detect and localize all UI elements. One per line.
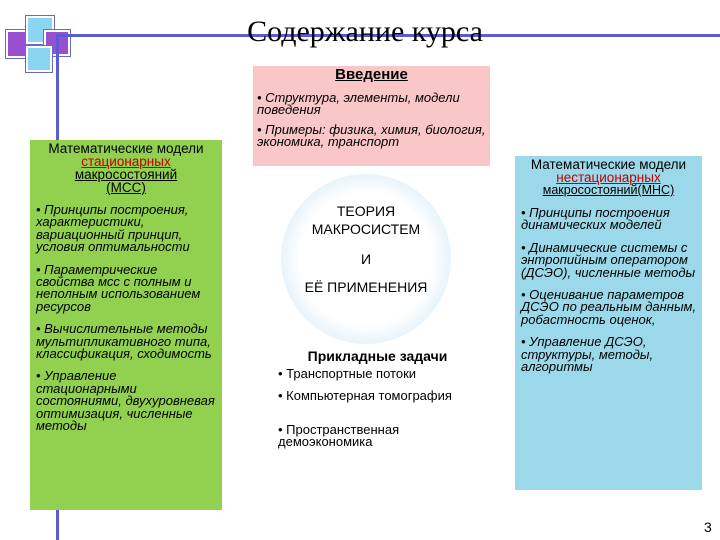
stationary-item: • Параметрические свойства мсс с полным и неполным использованием ресурсов (36, 261, 201, 314)
nonstationary-item: • Динамические системы с энтропийным оператором (ДСЭО), численные методы (521, 239, 696, 280)
circle-line: ТЕОРИЯ (336, 203, 396, 219)
intro-heading: Введение (335, 66, 408, 83)
intro-item: • Структура, элементы, модели поведения (257, 90, 460, 117)
circle-line: ЕЁ ПРИМЕНЕНИЯ (304, 279, 428, 295)
page-title: Содержание курса (247, 15, 483, 48)
nonstationary-item: • Оценивание параметров ДСЭО по реальным данным, робастность оценок, (521, 287, 697, 327)
page-number: 3 (704, 519, 712, 535)
applied-heading: Прикладные задачи (307, 348, 448, 364)
applied-item: • Транспортные потоки (278, 366, 417, 381)
circle-line: МАКРОСИСТЕМ (311, 221, 421, 237)
circle-line: И (360, 251, 372, 267)
applied-item: • Компьютерная томография (278, 388, 452, 403)
stationary-highlight: стационарных (81, 154, 171, 169)
nonstationary-item: • Управление ДСЭО, структуры, методы, алгоритмы (521, 334, 654, 375)
stationary-item: • Управление стационарными состояниями, двухуровневая оптимизация, численные методы (36, 368, 215, 434)
nonstationary-item: • Принципы построения динамических моделей (521, 205, 670, 233)
nonstationary-panel-heading: Математические модели нестационарных макросостояний(МНС) (530, 157, 687, 197)
intro-item: • Примеры: физика, химия, биология, экономика, транспорт (257, 122, 486, 149)
nonstationary-models-panel (515, 156, 702, 490)
nonstationary-highlight: нестационарных (556, 170, 661, 185)
theory-circle (281, 174, 451, 344)
stationary-models-panel (30, 140, 222, 510)
stationary-item: • Принципы построения, характеристики, вариационный принцип, условия оптимальности (36, 202, 190, 255)
stationary-item: • Вычислительные методы мультипликативного типа, классификация, сходимость (36, 321, 212, 362)
decor-square-4 (26, 46, 52, 72)
applied-item: • Пространственная демоэкономика (278, 422, 400, 449)
stationary-panel-heading: Математические модели стационарных макросостояний (МСС) (48, 141, 204, 195)
